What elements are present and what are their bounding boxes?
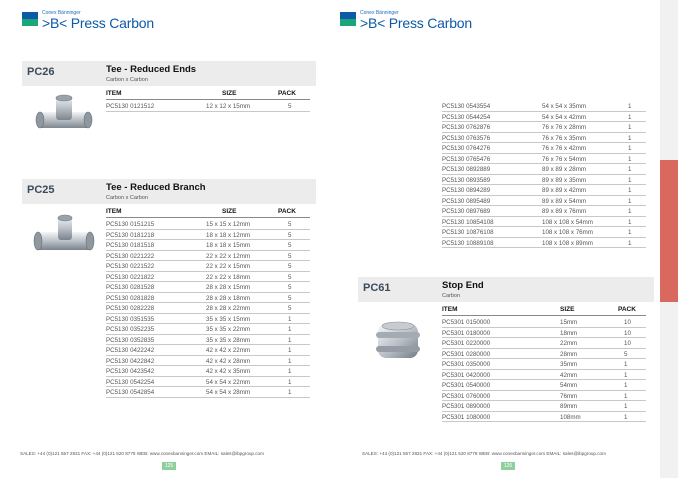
item-cell: PC5130 0763576 (442, 134, 491, 142)
size-cell: 108 x 108 x 89mm (542, 239, 593, 247)
table-row (442, 133, 646, 144)
pack-cell: 1 (628, 103, 632, 110)
col-size-header: SIZE (560, 306, 575, 313)
pack-cell: 1 (624, 361, 628, 368)
size-cell: 76mm (560, 392, 578, 400)
item-cell: PC5130 0352235 (106, 326, 155, 333)
pack-cell: 5 (288, 273, 292, 281)
col-size-header: SIZE (222, 208, 237, 215)
brand-header (340, 10, 472, 31)
table-row (442, 154, 646, 165)
table-row (442, 175, 646, 186)
table-row (442, 164, 646, 175)
table-row (106, 356, 310, 367)
col-pack-header: PACK (278, 90, 296, 97)
table-row (106, 335, 310, 346)
size-cell: 35 x 35 x 22mm (206, 326, 251, 333)
item-cell: PC5301 0280000 (442, 350, 491, 358)
item-cell: PC5301 0150000 (442, 319, 491, 326)
pack-cell: 10 (624, 319, 631, 326)
size-cell: 42mm (560, 371, 578, 379)
size-cell: 12 x 12 x 15mm (206, 103, 251, 110)
section-tab-marker (660, 160, 678, 302)
right-page (338, 0, 660, 478)
brand-logo-icon (340, 12, 356, 26)
table-row (106, 314, 310, 325)
item-cell: PC5130 0423542 (106, 368, 155, 375)
col-item-header: ITEM (106, 90, 122, 97)
size-cell: 54 x 54 x 28mm (206, 389, 251, 396)
item-cell: PC5301 0890000 (442, 403, 491, 410)
size-cell: 28 x 28 x 15mm (206, 284, 251, 291)
pack-cell: 1 (624, 413, 628, 421)
table-row (442, 112, 646, 123)
table-row (442, 196, 646, 207)
table-row (442, 217, 646, 228)
item-cell: PC5130 0894289 (442, 187, 491, 194)
item-cell: PC5130 0762876 (442, 124, 491, 131)
table-row (442, 238, 646, 249)
section-code: PC25 (27, 184, 55, 196)
size-cell: 28mm (560, 350, 578, 358)
section-subtitle: Carbon x Carbon (106, 195, 148, 201)
item-cell: PC5301 0180000 (442, 329, 491, 337)
pack-cell: 1 (288, 347, 292, 354)
item-cell: PC5130 0892889 (442, 166, 491, 173)
size-cell: 54 x 54 x 22mm (206, 378, 251, 386)
size-cell: 15mm (560, 319, 578, 326)
table-row (442, 185, 646, 196)
pack-cell: 5 (288, 103, 292, 110)
item-cell: PC5130 0121512 (106, 103, 155, 110)
item-cell: PC5130 0282228 (106, 305, 155, 312)
section-title: Tee - Reduced Branch (106, 182, 206, 193)
col-pack-header: PACK (278, 208, 296, 215)
size-cell: 18 x 18 x 15mm (206, 242, 251, 249)
pack-cell: 1 (288, 315, 292, 323)
item-cell: PC5301 0540000 (442, 382, 491, 389)
pack-cell: 10 (624, 340, 631, 347)
col-pack-header: PACK (618, 306, 636, 313)
col-item-header: ITEM (442, 306, 458, 313)
size-cell: 54 x 54 x 42mm (542, 113, 587, 121)
table-row (106, 303, 310, 314)
table-row (106, 101, 310, 112)
pack-cell: 1 (628, 124, 632, 131)
item-cell: PC5130 0422842 (106, 357, 155, 365)
size-cell: 35 x 35 x 28mm (206, 336, 251, 344)
table-row (106, 293, 310, 304)
item-cell: PC5130 10889108 (442, 239, 494, 247)
item-cell: PC5130 0893589 (442, 176, 491, 184)
size-cell: 89 x 89 x 76mm (542, 208, 587, 215)
pack-cell: 1 (624, 382, 628, 389)
table-row (442, 412, 646, 423)
table-row (442, 101, 646, 112)
brand-company: Conex Bänninger (42, 10, 81, 16)
table-row (106, 377, 310, 388)
table-row (106, 387, 310, 398)
pack-cell: 1 (288, 378, 292, 386)
size-cell: 89 x 89 x 54mm (542, 197, 587, 205)
item-cell: PC5130 0352835 (106, 336, 155, 344)
size-cell: 54mm (560, 382, 578, 389)
pack-cell: 5 (288, 294, 292, 302)
item-cell: PC5130 0221522 (106, 263, 155, 270)
pack-cell: 1 (628, 134, 632, 142)
size-cell: 76 x 76 x 28mm (542, 124, 587, 131)
pack-cell: 1 (628, 187, 632, 194)
item-cell: PC5301 0350000 (442, 361, 491, 368)
item-cell: PC5130 0221822 (106, 273, 155, 281)
item-cell: PC5130 0542254 (106, 378, 155, 386)
table-row (442, 380, 646, 391)
item-cell: PC5130 0764276 (442, 145, 491, 152)
size-cell: 76 x 76 x 54mm (542, 155, 587, 163)
item-cell: PC5130 0221222 (106, 252, 155, 260)
table-row (442, 227, 646, 238)
table-row (442, 206, 646, 217)
item-cell: PC5130 0181218 (106, 231, 155, 239)
pack-cell: 5 (288, 252, 292, 260)
table-row (442, 349, 646, 360)
item-cell: PC5130 0543554 (442, 103, 491, 110)
size-cell: 22 x 22 x 15mm (206, 263, 251, 270)
size-cell: 18 x 18 x 12mm (206, 231, 251, 239)
section-code: PC26 (27, 66, 55, 78)
size-cell: 54 x 54 x 35mm (542, 103, 587, 110)
section-subtitle: Carbon x Carbon (106, 77, 148, 83)
footer-contact: SALES: +44 (0)121 557 2831 FAX: +44 (0)121 520 8778 WEB: www.conexbanninger.com EMAIL: sales@ibpgroup.com (362, 451, 606, 456)
item-cell: PC5301 0760000 (442, 392, 491, 400)
size-cell: 76 x 76 x 35mm (542, 134, 587, 142)
table-row (106, 251, 310, 262)
table-row (442, 401, 646, 412)
pack-cell: 1 (288, 336, 292, 344)
col-item-header: ITEM (106, 208, 122, 215)
pack-cell: 5 (624, 350, 628, 358)
table-row (106, 345, 310, 356)
size-cell: 22mm (560, 340, 578, 347)
size-cell: 28 x 28 x 18mm (206, 294, 251, 302)
table-row (442, 338, 646, 349)
table-row (106, 240, 310, 251)
brand-product-line: >B< Press Carbon (360, 15, 472, 31)
table-row (106, 272, 310, 283)
size-cell: 35 x 35 x 15mm (206, 315, 251, 323)
item-cell: PC5130 10876108 (442, 229, 494, 236)
size-cell: 89mm (560, 403, 578, 410)
stop-end-photo (368, 316, 428, 366)
pack-cell: 1 (628, 113, 632, 121)
size-cell: 89 x 89 x 28mm (542, 166, 587, 173)
section-subtitle: Carbon (442, 293, 461, 299)
pack-cell: 5 (288, 305, 292, 312)
pack-cell: 5 (288, 263, 292, 270)
table-row (442, 359, 646, 370)
size-cell: 76 x 76 x 42mm (542, 145, 587, 152)
size-cell: 22 x 22 x 12mm (206, 252, 251, 260)
size-cell: 28 x 28 x 22mm (206, 305, 251, 312)
table-row (442, 370, 646, 381)
header-divider (106, 99, 310, 100)
table-row (106, 282, 310, 293)
page-number: 125 (162, 462, 176, 470)
item-cell: PC5130 0181518 (106, 242, 155, 249)
table-row (106, 324, 310, 335)
page-number: 126 (501, 462, 515, 470)
table-row (442, 122, 646, 133)
pack-cell: 1 (628, 239, 632, 247)
pack-cell: 1 (628, 197, 632, 205)
item-cell: PC5130 0544254 (442, 113, 491, 121)
table-row (442, 143, 646, 154)
pack-cell: 1 (628, 176, 632, 184)
section-title: Stop End (442, 280, 484, 291)
footer-contact: SALES: +44 (0)121 557 2831 FAX: +44 (0)121 520 8778 WEB: www.conexbanninger.com EMAIL: sales@ibpgroup.com (20, 451, 264, 456)
size-cell: 15 x 15 x 12mm (206, 221, 251, 228)
table-row (106, 261, 310, 272)
pack-cell: 1 (628, 218, 632, 226)
pack-cell: 1 (628, 155, 632, 163)
pack-cell: 1 (628, 166, 632, 173)
item-cell: PC5130 0151215 (106, 221, 155, 228)
left-page (0, 0, 338, 478)
brand-product-line: >B< Press Carbon (42, 15, 154, 31)
brand-logo-icon (22, 12, 38, 26)
size-cell: 108 x 108 x 54mm (542, 218, 593, 226)
pack-cell: 1 (628, 229, 632, 236)
pack-cell: 1 (624, 403, 628, 410)
size-cell: 89 x 89 x 42mm (542, 187, 587, 194)
header-divider (442, 315, 646, 316)
item-cell: PC5130 0765476 (442, 155, 491, 163)
col-size-header: SIZE (222, 90, 237, 97)
item-cell: PC5130 0422242 (106, 347, 155, 354)
item-cell: PC5130 0542854 (106, 389, 155, 396)
item-cell: PC5130 0895489 (442, 197, 491, 205)
section-band-pc61 (358, 277, 654, 302)
pack-cell: 1 (288, 357, 292, 365)
table-row (106, 366, 310, 377)
size-cell: 42 x 42 x 28mm (206, 357, 251, 365)
header-divider (106, 217, 310, 218)
item-cell: PC5130 10854108 (442, 218, 494, 226)
pack-cell: 5 (288, 231, 292, 239)
pack-cell: 1 (288, 326, 292, 333)
item-cell: PC5130 0281828 (106, 294, 155, 302)
table-row (106, 230, 310, 241)
table-row (442, 328, 646, 339)
size-cell: 35mm (560, 361, 578, 368)
section-title: Tee - Reduced Ends (106, 64, 197, 75)
pack-cell: 5 (288, 284, 292, 291)
size-cell: 42 x 42 x 35mm (206, 368, 251, 375)
brand-company: Conex Bänninger (360, 10, 399, 16)
table-row (442, 317, 646, 328)
brand-header (22, 10, 154, 31)
item-cell: PC5130 0351535 (106, 315, 155, 323)
section-code: PC61 (363, 282, 391, 294)
item-cell: PC5301 0220000 (442, 340, 491, 347)
size-cell: 42 x 42 x 22mm (206, 347, 251, 354)
item-cell: PC5301 1080000 (442, 413, 491, 421)
pack-cell: 5 (288, 221, 292, 228)
size-cell: 18mm (560, 329, 578, 337)
pack-cell: 1 (628, 145, 632, 152)
size-cell: 89 x 89 x 35mm (542, 176, 587, 184)
tee-reduced-ends-photo (32, 92, 96, 144)
pack-cell: 1 (288, 389, 292, 396)
pack-cell: 10 (624, 329, 631, 337)
pack-cell: 1 (624, 392, 628, 400)
tee-reduced-branch-photo (32, 210, 96, 262)
size-cell: 108mm (560, 413, 581, 421)
table-row (106, 219, 310, 230)
item-cell: PC5301 0420000 (442, 371, 491, 379)
pack-cell: 1 (288, 368, 292, 375)
pack-cell: 1 (628, 208, 632, 215)
table-row (442, 391, 646, 402)
item-cell: PC5130 0281528 (106, 284, 155, 291)
pack-cell: 1 (624, 371, 628, 379)
item-cell: PC5130 0897689 (442, 208, 491, 215)
pack-cell: 5 (288, 242, 292, 249)
size-cell: 108 x 108 x 76mm (542, 229, 593, 236)
size-cell: 22 x 22 x 18mm (206, 273, 251, 281)
